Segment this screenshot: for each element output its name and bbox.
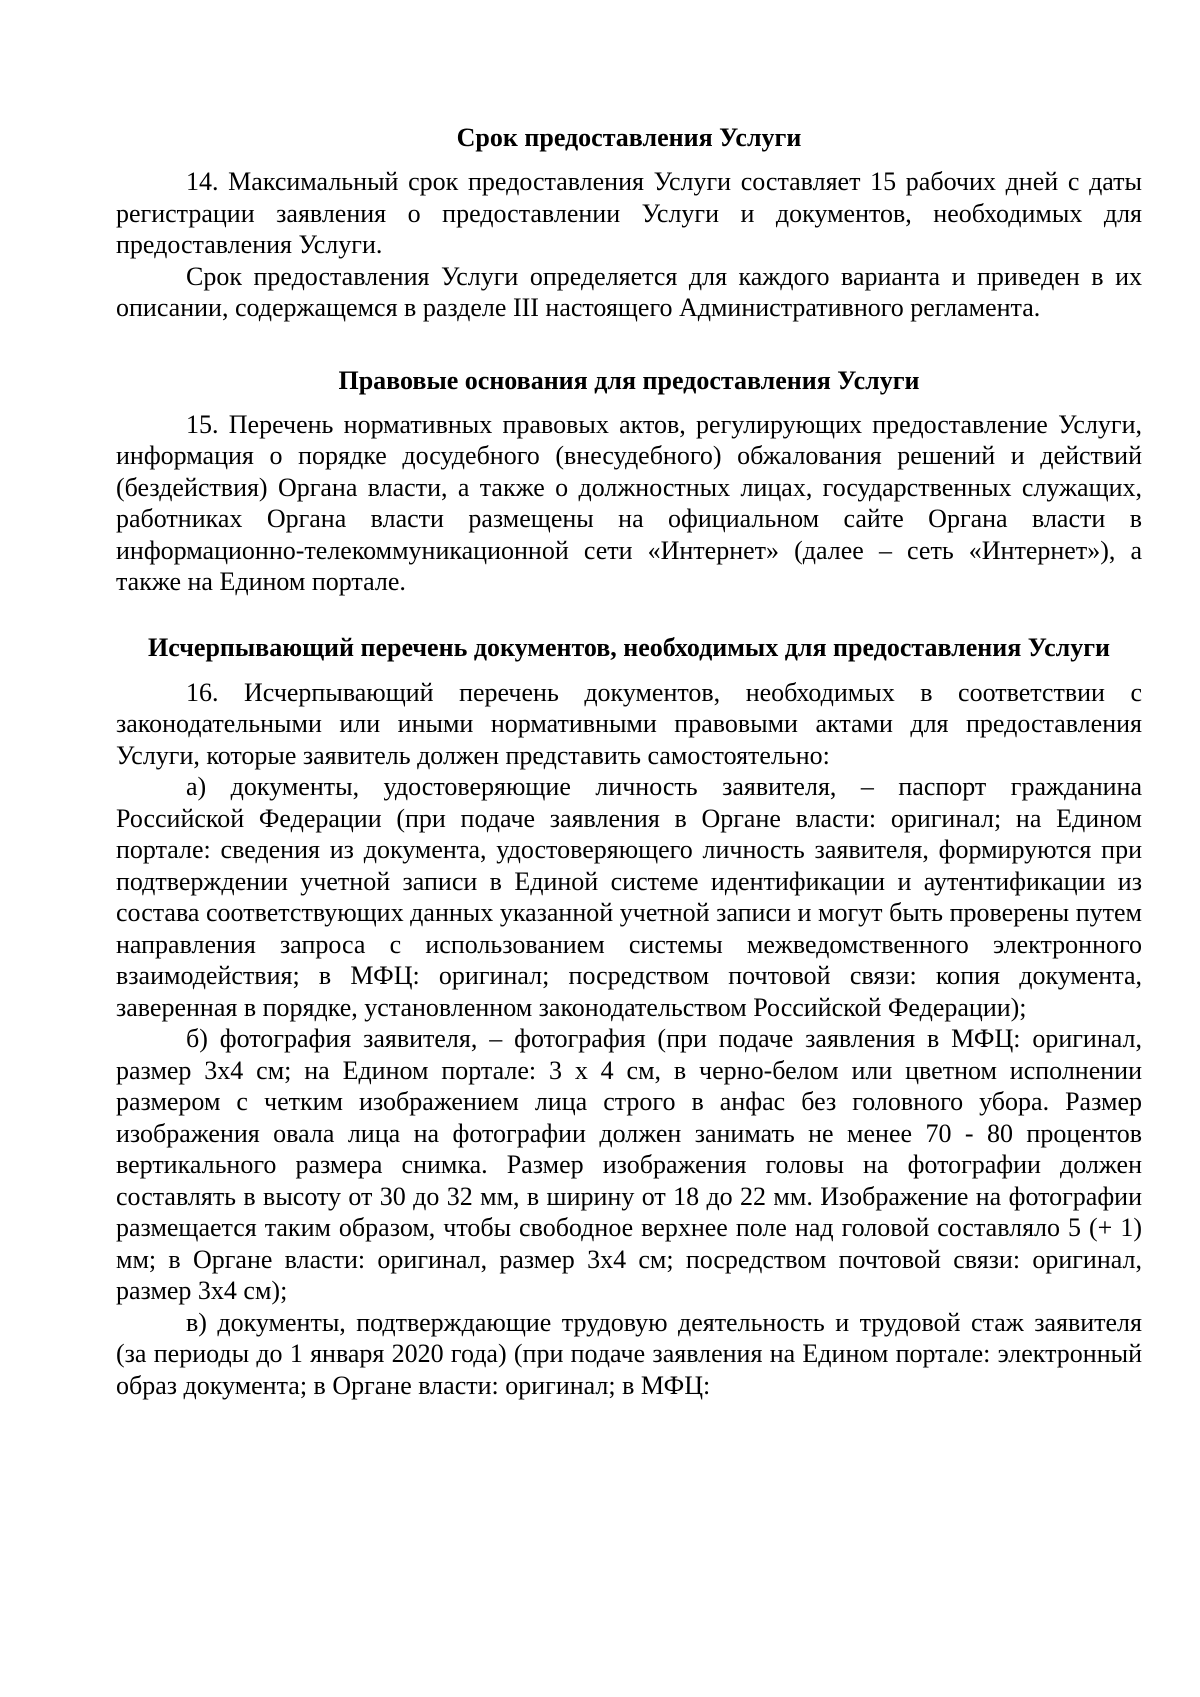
section-heading-term: Срок предоставления Услуги (456, 123, 802, 152)
document-body (116, 122, 1142, 1401)
paragraph-14-term-description: Срок предоставления Услуги определяется для каждого варианта и приведен в их описании, содержащемся в разделе III настоящего Административного регламента. (116, 261, 1142, 322)
paragraph-14: 14. Максимальный срок предоставления Услуги составляет 15 рабочих дней с даты регистрации заявления о предоставлении Услуги и документов, необходимых для предоставления Услуги. (116, 167, 1142, 259)
paragraph-15: 15. Перечень нормативных правовых актов, регулирующих предоставление Услуги, информация о порядке досудебного (внесудебного) обжалования решений и действий (бездействия) Органа власти, а также о должностных лицах, государственных служащих, работниках Органа власти размещены на официальном сайте Органа власти в информационно-телекоммуникационной сети «Интернет» (далее – сеть «Интернет»), а также на Едином портале. (116, 409, 1142, 596)
paragraph-16: 16. Исчерпывающий перечень документов, необходимых в соответствии с законодательными или иными нормативными правовыми актами для предоставления Услуги, которые заявитель должен представить самостоятельно: (116, 677, 1142, 770)
list-item-c-work-documents: в) документы, подтверждающие трудовую деятельность и трудовой стаж заявителя (за периоды до 1 января 2020 года) (при подаче заявления на Едином портале: электронный образ документа; в Органе власти: оригинал; в МФЦ: (116, 1307, 1142, 1400)
section-heading-legal-basis: Правовые основания для предоставления Услуги (338, 365, 920, 395)
list-item-b-photo: б) фотография заявителя, – фотография (при подаче заявления в МФЦ: оригинал, размер 3х4 см; на Едином портале: 3 х 4 см, в черно-белом или цветном исполнении размером с четким изображением лица строго в анфас без головного убора. Размер изображения овала лица на фотографии должен занимать не менее 70 - 80 процентов вертикального размера снимка. Размер изображения головы на фотографии должен составлять в высоту от 30 до 32 мм, в ширину от 18 до 22 мм. Изображение на фотографии размещается таким образом, чтобы свободное верхнее поле над головой составляло 5 (+ 1) мм; в Органе власти: оригинал, размер 3х4 см; посредством почтовой связи: оригинал, размер 3х4 см); (116, 1024, 1142, 1305)
list-item-a-identity-documents: а) документы, удостоверяющие личность заявителя, – паспорт гражданина Российской Федерации (при подаче заявления в Органе власти: оригинал; на Едином портале: сведения из документа, удостоверяющего личность заявителя, формируются при подтверждении учетной записи в Единой системе идентификации и аутентификации из состава соответствующих данных указанной учетной записи и могут быть проверены путем направления запроса с использованием системы межведомственного электронного взаимодействия; в МФЦ: оригинал; посредством почтовой связи: копия документа, заверенная в порядке, установленном законодательством Российской Федерации); (116, 772, 1142, 1022)
section-heading-documents-list: Исчерпывающий перечень документов, необходимых для предоставления Услуги (148, 632, 1110, 662)
